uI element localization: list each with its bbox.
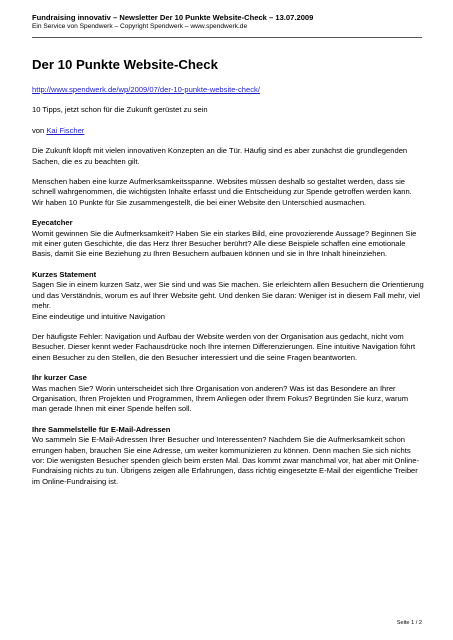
page-number: Seite 1 / 2	[396, 620, 422, 626]
section-title-statement: Kurzes Statement	[32, 269, 97, 279]
section-body-navigation: Der häufigste Fehler: Navigation und Aufbau der Website werden von der Organisation aus gedacht, nicht vom Besucher. Dieser kennt weder Fachausdrücke noch Ihre internen Differenzierungen. Eine intuitive Navigation führt einen Besucher zu den Stellen, die den Besucher interessiert und die seine Fragen beantworten.	[32, 331, 416, 362]
article-tagline: 10 Tipps, jetzt schon für die Zukunft gerüstet zu sein	[32, 105, 208, 115]
section-body-case: Was machen Sie? Worin unterscheidet sich Ihre Organisation von anderen? Was ist das Besondere an Ihrer Organisation, Ihren Projekten und Programmen, Ihrem Anliegen oder Ihrem Fokus? Begründen Sie kurz, warum man gerade Ihnen mit einer Spende helfen soll.	[32, 383, 409, 414]
author-line	[32, 126, 424, 136]
intro-paragraph-2: Menschen haben eine kurze Aufmerksamkeitsspanne. Websites müssen deshalb so gestaltet werden, dass sie schnell wahrgenommen, die wichtigsten Inhalte erfasst und die Entscheidung zur Spende getroffen werden kann. Wir haben 10 Punkte für Sie zusammengestellt, die bei einer Website den Unterschied ausmachen.	[32, 177, 412, 207]
article-title: Der 10 Punkte Website-Check	[32, 57, 218, 72]
article-url-link[interactable]: http://www.spendwerk.de/wp/2009/07/der-10-punkte-website-check/	[32, 85, 260, 94]
section-body-email: Wo sammeln Sie E-Mail-Adressen Ihrer Besucher und Interessenten? Nachdem Sie die Aufmerksamkeit schon errungen haben, brauchen Sie eine Adresse, um weiter kommunizieren zu können. Denn machen Sie sich nichts vor: Die wenigsten Besucher spenden gleich beim ersten Mal. Das kommt zwar manchmal vor, hat aber mit Online-Fundraising nichts zu tun. Übrigens zeigen alle Erfahrungen, dass richtig eingesetzte E-Mail der eigentliche Treiber im Online-Fundraising ist.	[32, 435, 420, 486]
section-title-eyecatcher: Eyecatcher	[32, 218, 73, 228]
article-body	[32, 57, 424, 487]
header-subtitle: Ein Service von Spendwerk – Copyright Spendwerk – www.spendwerk.de	[32, 23, 248, 30]
author-link[interactable]: Kai Fischer	[46, 125, 85, 135]
page-header	[32, 13, 422, 31]
author-prefix: von	[32, 125, 47, 135]
section-title-email: Ihre Sammelstelle für E-Mail-Adressen	[32, 424, 171, 434]
section-title-case: Ihr kurzer Case	[32, 373, 87, 383]
section-body-eyecatcher: Womit gewinnen Sie die Aufmerksamkeit? Haben Sie ein starkes Bild, eine provozierende Aussage? Beginnen Sie mit einer guten Geschichte, die das Herz Ihrer Besucher berührt? Alle diese Beispiele schaffen eine emotionale Basis, damit Sie eine Beziehung zu Ihren Besuchern aufbauen können und sie in Ihre Inhalt hineinziehen.	[32, 228, 417, 259]
section-body-statement: Sagen Sie in einem kurzen Satz, wer Sie sind und was Sie machen. Sie erleichtern allen Besuchern die Orientierung und das Verständnis, worum es auf Ihrer Website geht. Und denken Sie daran: Weniger ist in diesem Fall mehr, viel mehr.	[32, 280, 424, 311]
header-title: Fundraising innovativ – Newsletter Der 10 Punkte Website-Check – 13.07.2009	[32, 13, 314, 22]
intro-paragraph-1: Die Zukunft klopft mit vielen innovativen Konzepten an die Tür. Häufig sind es aber zunächst die grundlegenden Sachen, die es zu beachten gilt.	[32, 146, 408, 166]
header-divider	[32, 37, 422, 38]
section-subtitle-navigation: Eine eindeutige und intuitive Navigation	[32, 311, 165, 321]
